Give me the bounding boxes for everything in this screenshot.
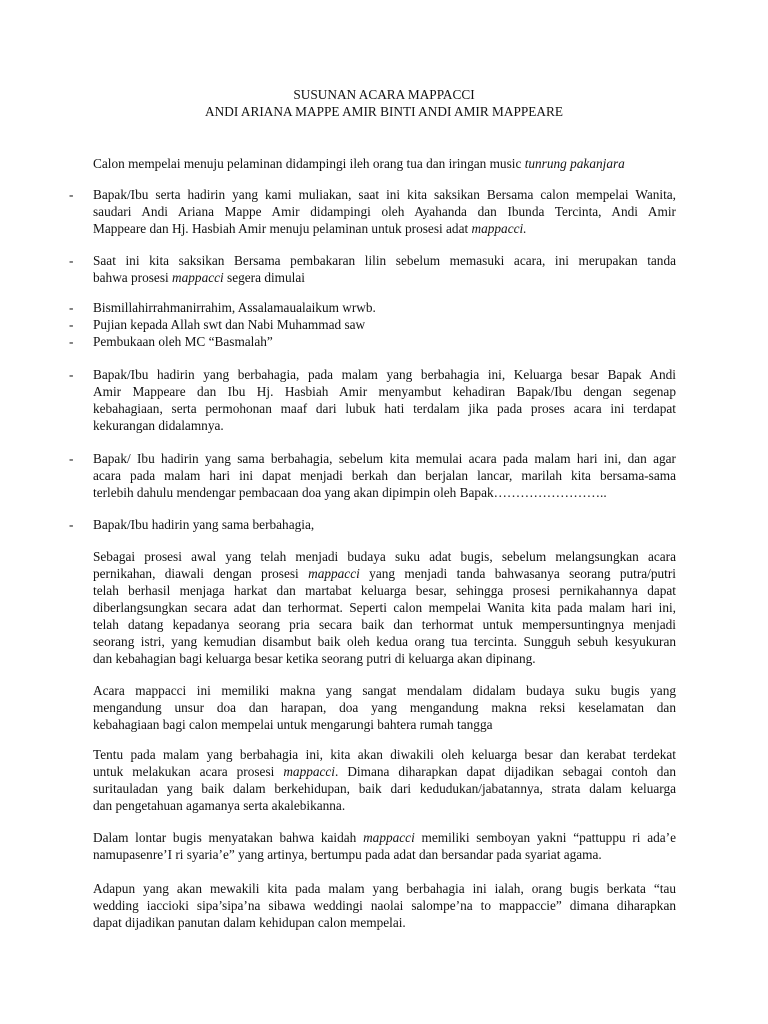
paragraph-line: Dalam lontar bugis menyatakan bahwa kaidah mappacci memiliki semboyan yakni “pattuppu ri ada’e	[93, 830, 676, 845]
list-bullet: -	[69, 334, 74, 349]
body-paragraph	[93, 548, 676, 667]
item-line: Pembukaan oleh MC “Basmalah”	[93, 334, 273, 349]
item-line: terlebih dahulu mendengar pembacaan doa yang akan dipimpin oleh Bapak……………………..	[93, 485, 607, 500]
item-line: Amir Mappeare dan Ibu Hj. Hasbiah Amir menyambut kehadiran Bapak/Ibu dengan segenap	[93, 384, 676, 399]
paragraph-line: mengandung unsur doa dan harapan, doa yang mengandung makna reksi keselamatan dan	[93, 700, 676, 715]
paragraph-line: diberlangsungkan secara adat dan terhormat. Seperti calon mempelai Wanita kita pada malam hari ini,	[93, 600, 676, 615]
paragraph-line: telah berhasil menjaga harkat dan martabat keluarga besar, sehingga prosesi pernikahannya dapat	[93, 583, 676, 598]
item-line: Bapak/ Ibu hadirin yang sama berbahagia, sebelum kita memulai acara pada malam hari ini, dan agar	[93, 451, 676, 466]
item-line: Saat ini kita saksikan Bersama pembakaran lilin sebelum memasuki acara, ini merupakan tanda	[93, 253, 676, 268]
paragraph-line: Tentu pada malam yang berbahagia ini, kita akan diwakili oleh keluarga besar dan kerabat terdekat	[93, 747, 676, 762]
paragraph-line: seorang istri, yang kemudian disambut baik oleh kedua orang tua tercinta. Sungguh sebuh kesyukuran	[93, 634, 676, 649]
item-line: saudari Andi Ariana Mappe Amir didampingi oleh Ayahanda dan Ibunda Tercinta, Andi Amir	[93, 204, 676, 219]
list-bullet: -	[69, 300, 74, 315]
paragraph-line: dan kebahagian bagi keluarga besar ketika seorang putri di keluarga akan dipinang.	[93, 651, 536, 666]
intro-paragraph	[93, 155, 676, 172]
list-bullet: -	[69, 367, 74, 382]
item-line: Bapak/Ibu serta hadirin yang kami muliakan, saat ini kita saksikan Bersama calon mempelai Wanita,	[93, 187, 676, 202]
body-paragraph	[93, 880, 676, 931]
body-paragraph	[93, 682, 676, 733]
document-title: SUSUNAN ACARA MAPPACCI	[293, 87, 475, 102]
paragraph-line: Sebagai prosesi awal yang telah menjadi budaya suku adat bugis, sebelum melangsungkan acara	[93, 549, 676, 564]
item-line: Bapak/Ibu hadirin yang berbahagia, pada malam yang berbahagia ini, Keluarga besar Bapak Andi	[93, 367, 676, 382]
paragraph-line: telah datang kepadanya seorang pria secara baik dan terhormat untuk mempersuntingnya menjadi	[93, 617, 676, 632]
paragraph-line: untuk melakukan acara prosesi mappacci. Dimana diharapkan dapat dijadikan sebagai contoh dan	[93, 764, 676, 779]
item-line: Bapak/Ibu hadirin yang sama berbahagia,	[93, 517, 315, 532]
list-bullet: -	[69, 253, 74, 268]
paragraph-line: kebahagiaan bagi calon mempelai untuk mengarungi bahtera rumah tangga	[93, 717, 493, 732]
list-bullet: -	[69, 317, 74, 332]
paragraph-line: Acara mappacci ini memiliki makna yang sangat mendalam didalam budaya suku bugis yang	[93, 683, 676, 698]
paragraph-line: namupasenre’I ri syaria’e” yang artinya, bertumpu pada adat dan bersandar pada syariat agama.	[93, 847, 602, 862]
item-line: Bismillahirrahmanirrahim, Assalamaualaikum wrwb.	[93, 300, 376, 315]
list-bullet: -	[69, 187, 74, 202]
item-line: acara pada malam hari ini dapat menjadi berkah dan berjalan lancar, marilah kita bersama-sama	[93, 468, 676, 483]
body-paragraph	[93, 829, 676, 863]
item-line: kebahagiaan, serta permohonan maaf dari lubuk hati terdalam jika pada proses acara ini terdapat	[93, 401, 676, 416]
paragraph-line: suritauladan yang baik dalam berkehidupan, baik dari kedudukan/jabatannya, strata dalam keluarga	[93, 781, 676, 796]
item-line: bahwa prosesi mappacci segera dimulai	[93, 270, 305, 285]
list-bullet: -	[69, 517, 74, 532]
intro-text: Calon mempelai menuju pelaminan didampingi ileh orang tua dan iringan music	[93, 156, 525, 171]
paragraph-line: pernikahan, diawali dengan prosesi mappacci yang menjadi tanda bahwasanya seorang putra/putri	[93, 566, 676, 581]
item-line: Mappeare dan Hj. Hasbiah Amir menuju pelaminan untuk prosesi adat mappacci.	[93, 221, 527, 236]
item-line: kekurangan didalamnya.	[93, 418, 224, 433]
item-line: Pujian kepada Allah swt dan Nabi Muhammad saw	[93, 317, 366, 332]
paragraph-line: dapat dijadikan panutan dalam kehidupan calon mempelai.	[93, 915, 406, 930]
list-bullet: -	[69, 451, 74, 466]
body-paragraph	[93, 746, 676, 814]
intro-italic: tunrung pakanjara	[524, 156, 625, 171]
paragraph-line: dan pengetahuan agamanya serta akalebikanna.	[93, 798, 346, 813]
paragraph-line: wedding iaccioki sipa’sipa’na sibawa weddingi naolai salompe’na to mappaccie” dimana diharapkan	[93, 898, 676, 913]
paragraph-line: Adapun yang akan mewakili kita pada malam yang berbahagia ini ialah, orang bugis berkata “tau	[93, 881, 676, 896]
document-subtitle: ANDI ARIANA MAPPE AMIR BINTI ANDI AMIR MAPPEARE	[205, 104, 563, 119]
